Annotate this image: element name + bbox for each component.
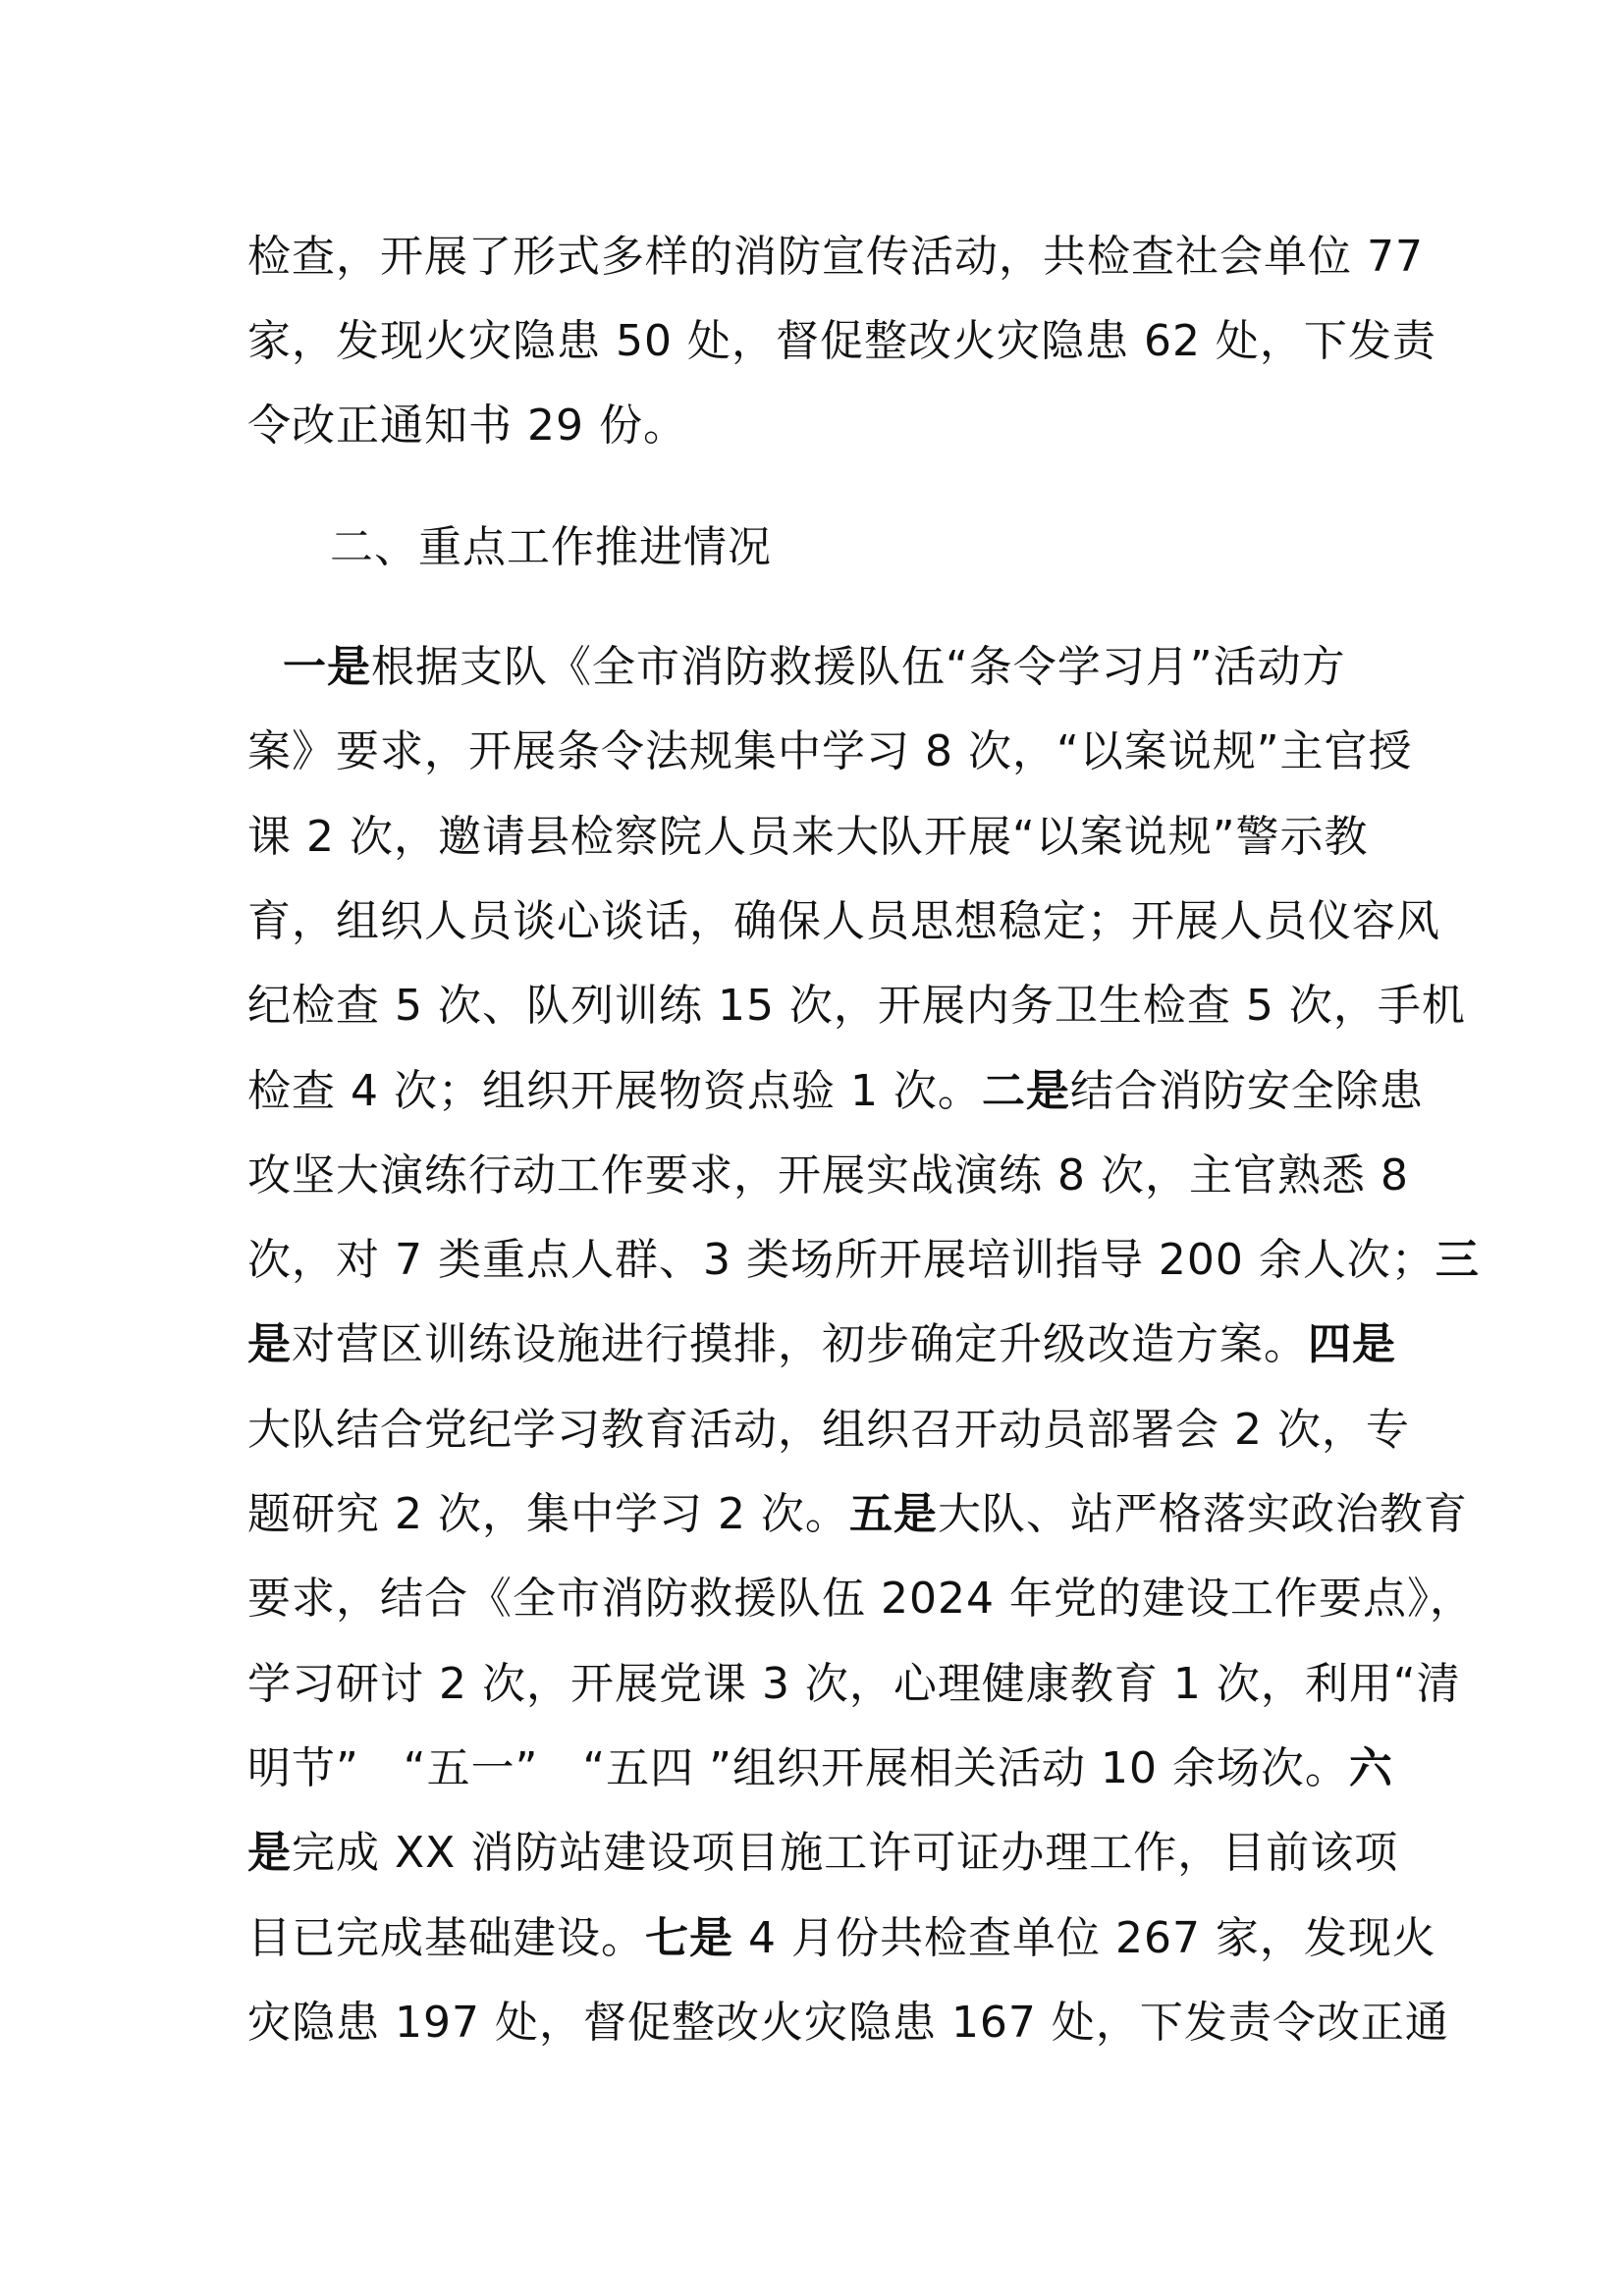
body-text: 灾隐患 197 处，督促整改火灾隐患 167 处，下发责令改正通 bbox=[247, 1998, 1449, 2048]
paragraph-line bbox=[247, 1994, 1449, 2053]
emphasis-text: 六 bbox=[1348, 1743, 1393, 1793]
paragraph-line bbox=[247, 1739, 1406, 1798]
paragraph-line bbox=[247, 892, 1440, 951]
body-text: 完成 XX 消防站建设项目施工许可证办理工作，目前该项 bbox=[292, 1828, 1399, 1878]
paragraph-line bbox=[283, 638, 1441, 697]
body-text: 要求，结合《全市消防救援队伍 2024 年党的建设工作要点》， bbox=[247, 1574, 1474, 1624]
emphasis-text: 五是 bbox=[848, 1489, 938, 1539]
body-text: 题研究 2 次，集中学习 2 次。 bbox=[247, 1489, 849, 1539]
body-text: 检查 4 次；组织开展物资点验 1 次。 bbox=[247, 1066, 982, 1116]
emphasis-text: 是 bbox=[247, 1319, 292, 1369]
body-text: 案》要求，开展条令法规集中学习 8 次，“以案说规”主官授 bbox=[247, 726, 1413, 776]
paragraph-line bbox=[247, 1062, 1424, 1121]
paragraph-line bbox=[247, 722, 1413, 781]
emphasis-text: 三 bbox=[1435, 1235, 1480, 1285]
intro-line-3: 令改正通知书 29 份。 bbox=[247, 400, 687, 451]
emphasis-text: 七是 bbox=[645, 1913, 733, 1963]
paragraph-line bbox=[247, 977, 1466, 1036]
intro-line-1: 检查，开展了形式多样的消防宣传活动，共检查社会单位 77 bbox=[247, 232, 1424, 282]
body-text: 纪检查 5 次、队列训练 15 次，开展内务卫生检查 5 次，手机 bbox=[247, 981, 1466, 1031]
body-text: 4 月份共检查单位 267 家，发现火 bbox=[733, 1913, 1436, 1963]
paragraph-line bbox=[247, 1231, 1480, 1290]
emphasis-text: 二是 bbox=[981, 1066, 1070, 1116]
body-text: 根据支队《全市消防救援队伍“条令学习月”活动方 bbox=[371, 642, 1346, 692]
body-text: 次，对 7 类重点人群、3 类场所开展培训指导 200 余人次； bbox=[247, 1235, 1435, 1285]
emphasis-text: 四是 bbox=[1308, 1319, 1396, 1369]
section-heading: 二、重点工作推进情况 bbox=[330, 522, 772, 572]
paragraph-line bbox=[247, 1147, 1409, 1205]
emphasis-text: 一是 bbox=[283, 642, 371, 692]
paragraph-line bbox=[247, 1315, 1406, 1374]
body-text: 目已完成基础建设。 bbox=[247, 1913, 645, 1963]
paragraph-line bbox=[247, 1570, 1474, 1629]
body-text: 大队结合党纪学习教育活动，组织召开动员部署会 2 次，专 bbox=[247, 1405, 1410, 1455]
body-text: 课 2 次，邀请县检察院人员来大队开展“以案说规”警示教 bbox=[247, 812, 1369, 862]
paragraph-line bbox=[247, 1401, 1410, 1460]
body-text: 明节” “五一” “五四 ”组织开展相关活动 10 余场次。 bbox=[247, 1743, 1349, 1793]
body-text: 结合消防安全除患 bbox=[1069, 1066, 1424, 1116]
intro-line-2: 家，发现火灾隐患 50 处，督促整改火灾隐患 62 处，下发责 bbox=[247, 316, 1436, 366]
paragraph-line bbox=[247, 1824, 1406, 1883]
body-text: 攻坚大演练行动工作要求，开展实战演练 8 次，主官熟悉 8 bbox=[247, 1150, 1409, 1201]
paragraph-line bbox=[247, 1655, 1461, 1714]
paragraph-line bbox=[247, 1909, 1436, 1968]
body-text: 对营区训练设施进行摸排，初步确定升级改造方案。 bbox=[292, 1319, 1308, 1369]
body-text: 大队、站严格落实政治教育 bbox=[937, 1489, 1468, 1539]
paragraph-line bbox=[247, 1485, 1468, 1544]
emphasis-text: 是 bbox=[247, 1828, 292, 1878]
body-text: 育，组织人员谈心谈话，确保人员思想稳定；开展人员仪容风 bbox=[247, 896, 1440, 946]
paragraph-line bbox=[247, 808, 1406, 867]
body-text: 学习研讨 2 次，开展党课 3 次，心理健康教育 1 次，利用“清 bbox=[247, 1659, 1461, 1709]
